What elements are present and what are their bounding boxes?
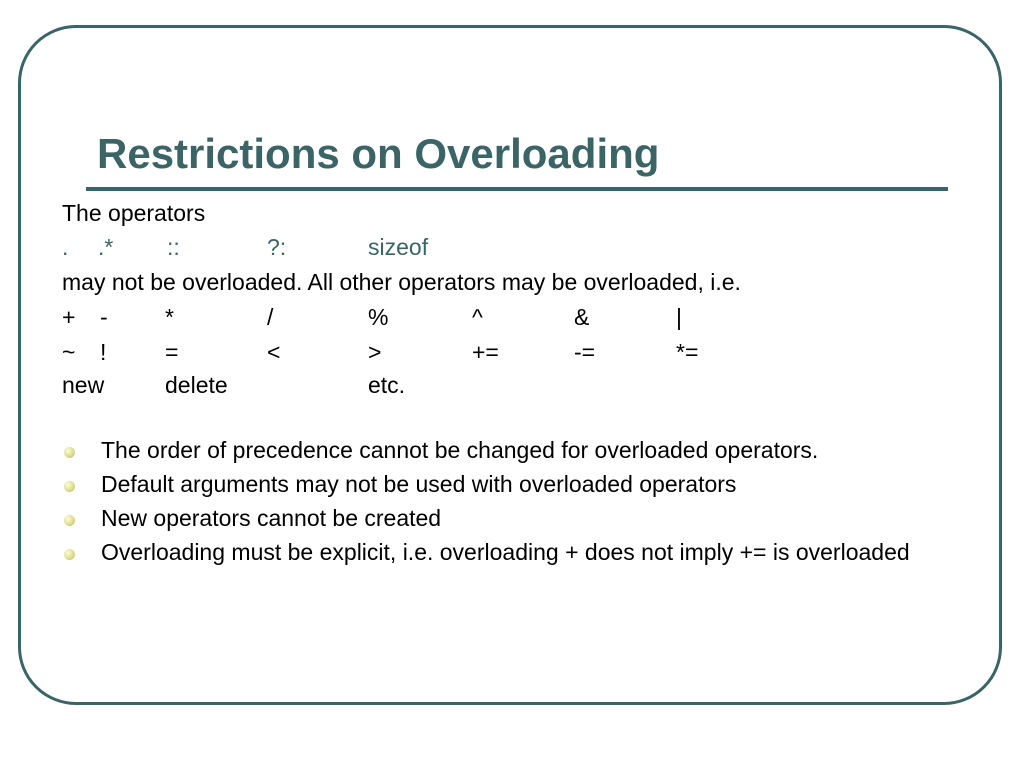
operator-token: *= [676, 339, 699, 365]
operator-token: .* [98, 234, 114, 260]
operator-token: < [267, 339, 281, 365]
bullet-icon [64, 549, 75, 560]
operator-token: delete [165, 372, 228, 398]
operator-token: > [368, 339, 382, 365]
bullet-text: Overloading must be explicit, i.e. overloading + does not imply += is overloaded [101, 539, 910, 565]
bullet-list [62, 437, 962, 573]
bullet-icon [64, 515, 75, 526]
operator-token: ! [100, 339, 107, 365]
list-item [62, 539, 962, 566]
operator-token: + [62, 304, 76, 330]
operator-token: / [267, 304, 274, 330]
bullet-text: Default arguments may not be used with overloaded operators [101, 471, 737, 497]
bullet-icon [64, 481, 75, 492]
operator-token: ~ [62, 339, 76, 365]
operator-token: | [676, 304, 682, 330]
intro-text: The operators [62, 200, 206, 226]
operator-token: - [100, 304, 108, 330]
operator-token: & [574, 304, 590, 330]
operator-token: new [62, 372, 105, 398]
operator-token: % [368, 304, 389, 330]
operator-token: . [62, 234, 69, 260]
bullet-text: The order of precedence cannot be changed for overloaded operators. [101, 437, 819, 463]
operator-token: sizeof [368, 234, 429, 260]
bullet-text: New operators cannot be created [101, 505, 442, 531]
bullet-icon [64, 447, 75, 458]
list-item [62, 437, 962, 464]
operator-token: * [165, 304, 174, 330]
slide-title: Restrictions on Overloading [97, 130, 660, 177]
list-item [62, 505, 962, 532]
operator-token: :: [167, 234, 180, 260]
title-underline [86, 187, 948, 191]
statement-text: may not be overloaded. All other operators may be overloaded, i.e. [62, 269, 741, 295]
operator-token: -= [574, 339, 596, 365]
operator-token: += [472, 339, 499, 365]
list-item [62, 471, 962, 498]
operator-token: ?: [267, 234, 287, 260]
operator-token: = [165, 339, 179, 365]
operator-token: ^ [472, 304, 483, 330]
operator-token: etc. [368, 372, 406, 398]
